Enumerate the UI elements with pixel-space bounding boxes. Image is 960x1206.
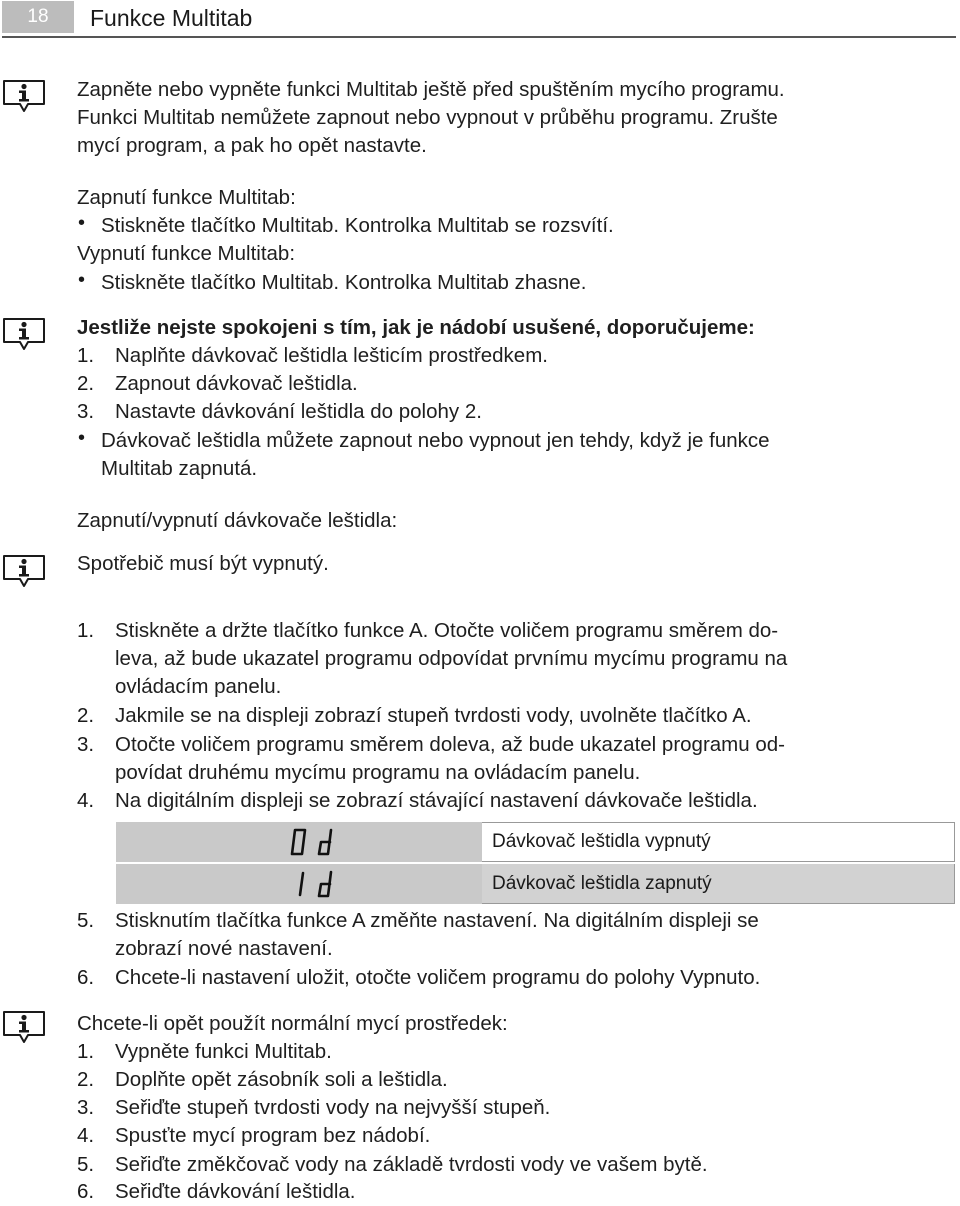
step-number: 5. — [77, 909, 95, 932]
restore-step: Vypněte funkci Multitab. — [115, 1040, 332, 1063]
table-row — [116, 822, 955, 862]
bullet: • — [78, 427, 86, 449]
intro-line: Zapněte nebo vypněte funkci Multitab ještě před spuštěním mycího programu. — [77, 78, 785, 101]
intro-line: mycí program, a pak ho opět nastavte. — [77, 134, 427, 157]
info-icon — [2, 554, 46, 588]
display-code-description: Dávkovač leštidla zapnutý — [482, 864, 955, 904]
dispenser-step: Stiskněte a držte tlačítko funkce A. Otočte voličem programu směrem do- — [115, 619, 779, 642]
dispenser-step: ovládacím panelu. — [115, 675, 282, 698]
dispenser-step: zobrazí nové nastavení. — [115, 937, 333, 960]
restore-step: Seřiďte stupeň tvrdosti vody na nejvyšší stupeň. — [115, 1096, 551, 1119]
page-title: Funkce Multitab — [90, 5, 253, 31]
info-icon — [2, 79, 46, 113]
info-icon — [2, 1010, 46, 1044]
multitab-off-heading: Vypnutí funkce Multitab: — [77, 242, 296, 265]
step-number: 2. — [77, 1068, 95, 1091]
dry-tip-heading: Jestliže nejste spokojeni s tím, jak je nádobí usušené, doporučujeme: — [77, 316, 755, 339]
step-number: 1. — [77, 619, 95, 642]
restore-step: Seřiďte dávkování leštidla. — [115, 1180, 356, 1203]
multitab-off-step: Stiskněte tlačítko Multitab. Kontrolka Multitab zhasne. — [101, 271, 587, 294]
dispenser-notice: Spotřebič musí být vypnutý. — [77, 552, 329, 575]
step-number: 6. — [77, 1180, 95, 1203]
info-icon — [2, 317, 46, 351]
step-number: 2. — [77, 704, 95, 727]
step-number: 4. — [77, 789, 95, 812]
dry-tip-step: Zapnout dávkovač leštidla. — [115, 372, 358, 395]
seven-segment-display-code — [289, 827, 349, 857]
header-divider — [2, 36, 956, 38]
dispenser-step: Chcete-li nastavení uložit, otočte voličem programu do polohy Vypnuto. — [115, 966, 761, 989]
table-row — [116, 864, 955, 904]
restore-step: Spusťte mycí program bez nádobí. — [115, 1124, 431, 1147]
step-number: 6. — [77, 966, 95, 989]
step-number: 3. — [77, 733, 95, 756]
restore-heading: Chcete-li opět použít normální mycí prostředek: — [77, 1012, 508, 1035]
dispenser-step: Stisknutím tlačítka funkce A změňte nastavení. Na digitálním displeji se — [115, 909, 759, 932]
step-number: 4. — [77, 1124, 95, 1147]
dry-tip-step: Nastavte dávkování leštidla do polohy 2. — [115, 400, 482, 423]
display-code-cell — [116, 864, 482, 904]
restore-step: Doplňte opět zásobník soli a leštidla. — [115, 1068, 448, 1091]
step-number: 5. — [77, 1153, 95, 1176]
step-number: 3. — [77, 400, 95, 423]
page-header — [0, 0, 960, 40]
step-number: 3. — [77, 1096, 95, 1119]
restore-step: Seřiďte změkčovač vody na základě tvrdosti vody ve vašem bytě. — [115, 1153, 708, 1176]
bullet: • — [78, 212, 86, 234]
multitab-on-heading: Zapnutí funkce Multitab: — [77, 186, 296, 209]
multitab-on-step: Stiskněte tlačítko Multitab. Kontrolka Multitab se rozsvítí. — [101, 214, 614, 237]
step-number: 1. — [77, 344, 95, 367]
dispenser-step: povídat druhému mycímu programu na ovládacím panelu. — [115, 761, 641, 784]
bullet: • — [78, 269, 86, 291]
intro-line: Funkci Multitab nemůžete zapnout nebo vypnout v průběhu programu. Zrušte — [77, 106, 778, 129]
dry-tip-note: Multitab zapnutá. — [101, 457, 258, 480]
dispenser-step: Na digitálním displeji se zobrazí stávající nastavení dávkovače leštidla. — [115, 789, 758, 812]
dispenser-step: Otočte voličem programu směrem doleva, až bude ukazatel programu od- — [115, 733, 785, 756]
display-code-cell — [116, 822, 482, 862]
dry-tip-note: Dávkovač leštidla můžete zapnout nebo vypnout jen tehdy, když je funkce — [101, 429, 770, 452]
dry-tip-step: Naplňte dávkovač leštidla lešticím prostředkem. — [115, 344, 548, 367]
dispenser-step: leva, až bude ukazatel programu odpovídat prvnímu mycímu programu na — [115, 647, 788, 670]
step-number: 2. — [77, 372, 95, 395]
page-number: 18 — [2, 1, 74, 33]
step-number: 1. — [77, 1040, 95, 1063]
display-code-description: Dávkovač leštidla vypnutý — [482, 822, 955, 862]
dispenser-heading: Zapnutí/vypnutí dávkovače leštidla: — [77, 509, 398, 532]
seven-segment-display-code — [289, 869, 349, 899]
dispenser-step: Jakmile se na displeji zobrazí stupeň tvrdosti vody, uvolněte tlačítko A. — [115, 704, 752, 727]
